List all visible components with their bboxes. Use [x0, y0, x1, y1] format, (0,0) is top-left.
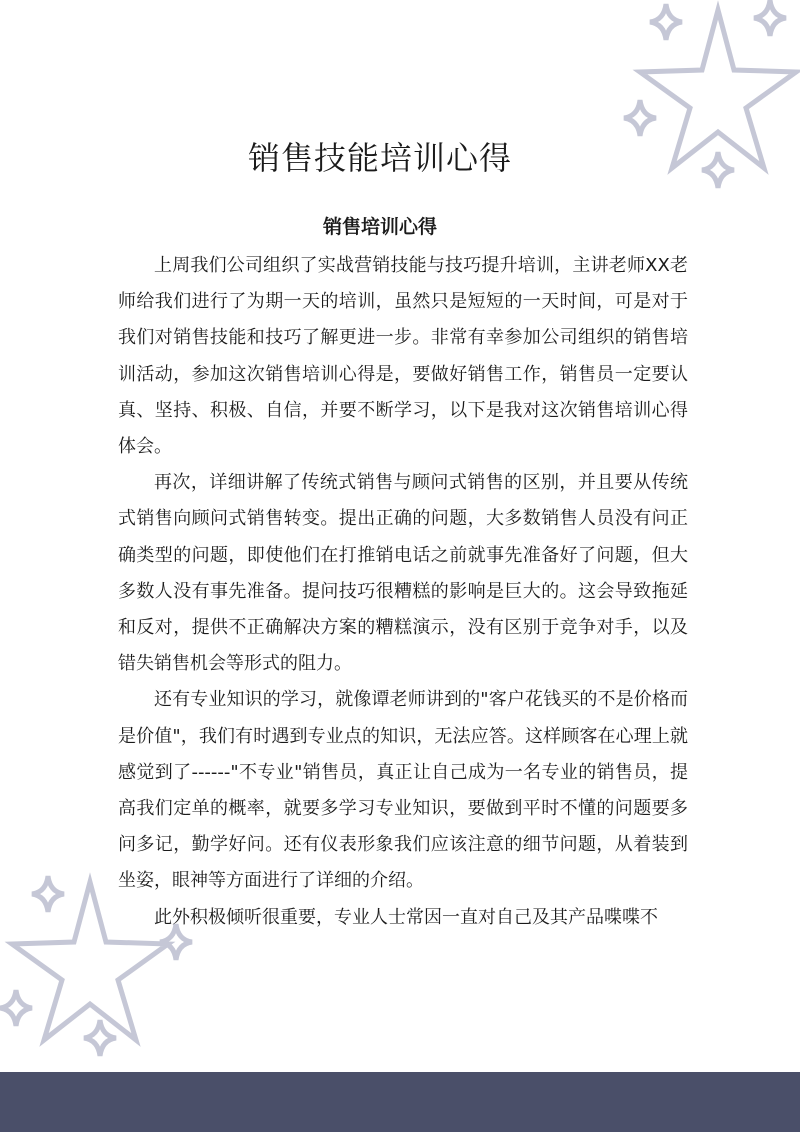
page-title: 销售技能培训心得 — [247, 139, 512, 178]
footer-bar — [0, 1072, 800, 1132]
body-text — [118, 248, 688, 936]
paragraph: 此外积极倾听很重要，专业人士常因一直对自己及其产品喋喋不 — [154, 906, 658, 928]
paragraph: 上周我们公司组织了实战营销技能与技巧提升培训，主讲老师XX老师给我们进行了为期一天的培训，虽然只是短短的一天时间，可是对于我们对销售技能和技巧了解更进一步。非常有幸参加公司组织的销售培训活动，参加这次销售培训心得是，要做好销售工作，销售员一定要认真、坚持、积极、自信，并要不断学习，以下是我对这次销售培训心得体会。 — [118, 255, 688, 458]
paragraph: 还有专业知识的学习，就像谭老师讲到的"客户花钱买的不是价格而是价值"，我们有时遇到专业点的知识，无法应答。这样顾客在心理上就感觉到了------"不专业"销售员，真正让自己成为一名专业的销售员，提高我们定单的概率，就要多学习专业知识，要做到平时不懂的问题要多问多记，勤学好问。还有仪表形象我们应该注意的细节问题，从着装到坐姿，眼神等方面进行了详细的介绍。 — [118, 689, 688, 892]
paragraph: 再次，详细讲解了传统式销售与顾问式销售的区别，并且要从传统式销售向顾问式销售转变。提出正确的问题，大多数销售人员没有问正确类型的问题，即使他们在打推销电话之前就事先准备好了问题，但大多数人没有事先准备。提问技巧很糟糕的影响是巨大的。这会导致拖延和反对，提供不正确解决方案的糟糕演示，没有区别于竞争对手，以及错失销售机会等形式的阻力。 — [118, 472, 688, 675]
section-heading: 销售培训心得 — [322, 216, 437, 238]
